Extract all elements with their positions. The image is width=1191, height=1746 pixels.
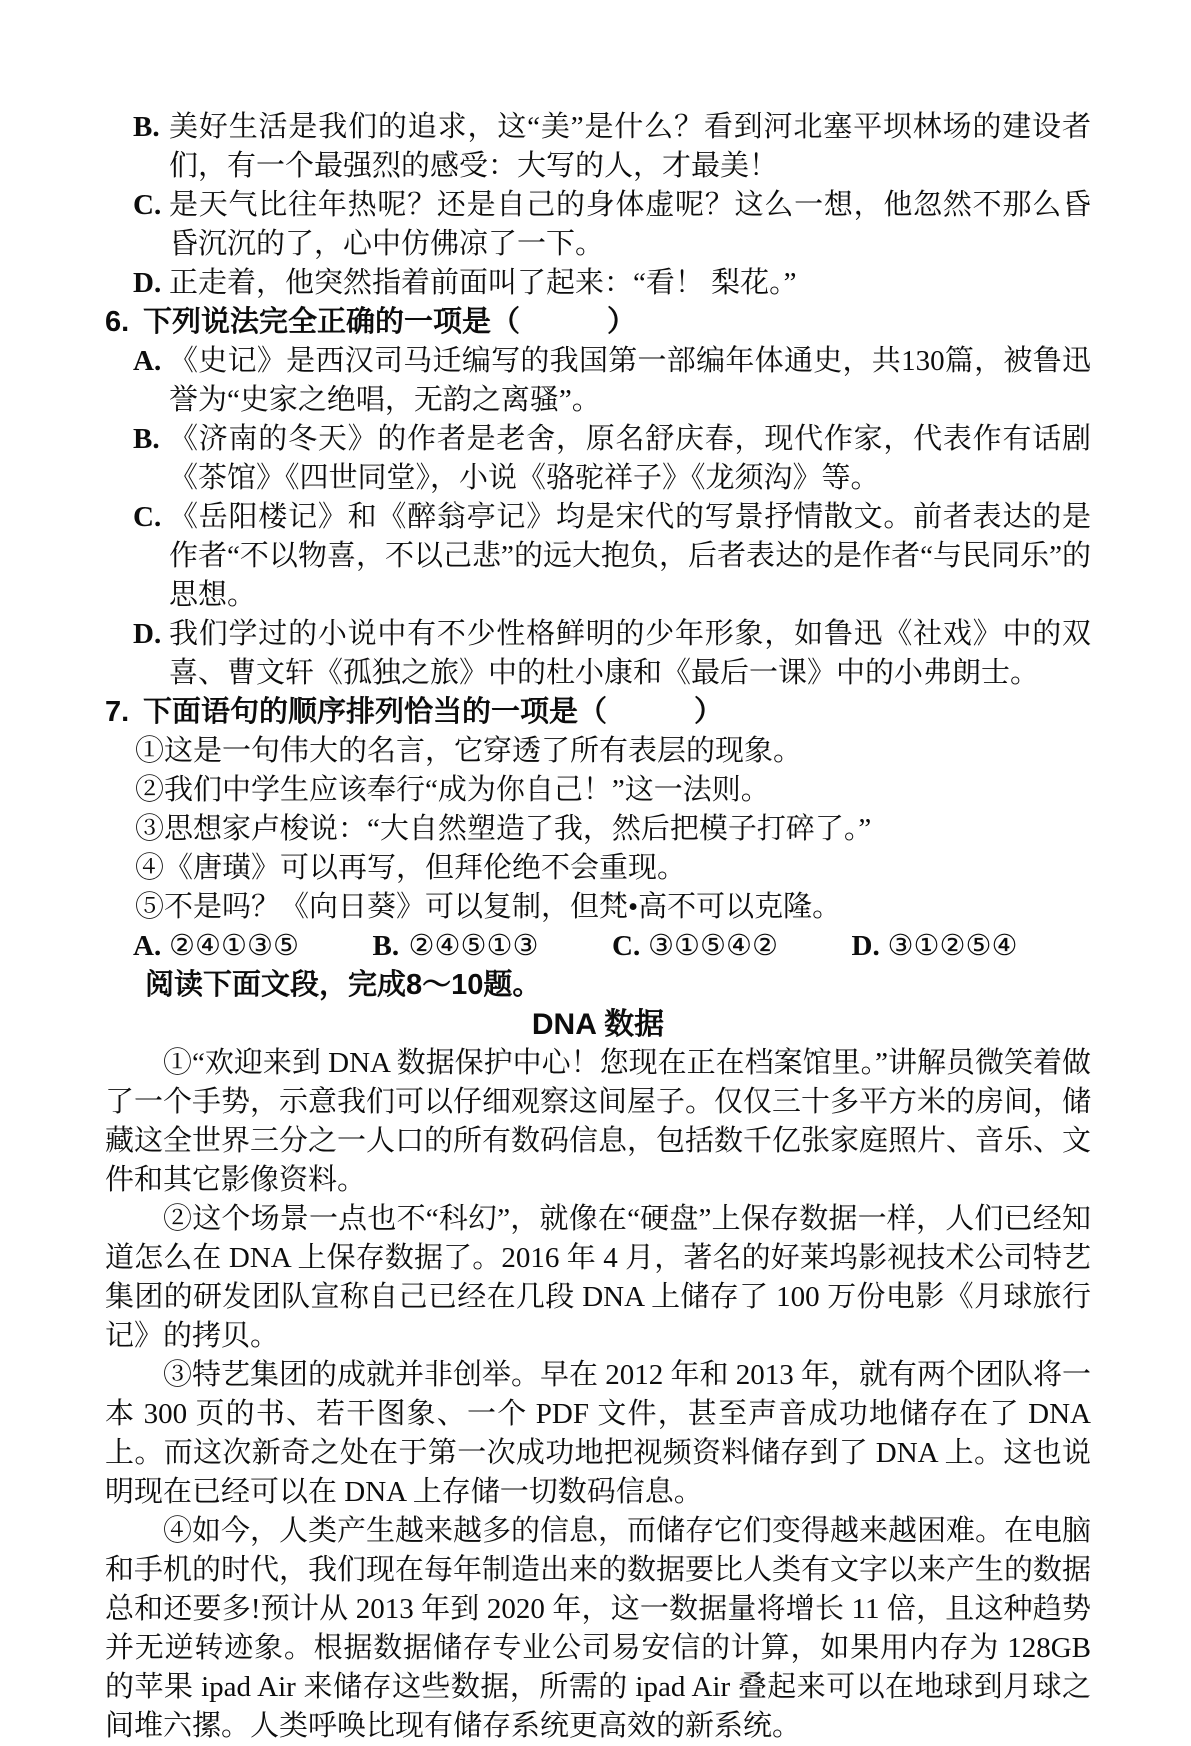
question-6-option-d (105, 615, 1091, 693)
option-text: 美好生活是我们的追求，这“美”是什么？看到河北塞平坝林场的建设者们，有一个最强烈的感受：大写的人，才最美！ (169, 111, 1091, 182)
option-label: D. (133, 267, 162, 299)
choice-value: ③①②⑤④ (887, 930, 1018, 962)
choice-label: A. (133, 930, 162, 962)
option-text: 《史记》是西汉司马迁编写的我国第一部编年体通史，共130篇，被鲁迅誉为“史家之绝唱，无韵之离骚”。 (169, 345, 1091, 416)
passage-paragraph-3: ③特艺集团的成就并非创举。早在 2012 年和 2013 年，就有两个团队将一本 300 页的书、若干图象、一个 PDF 文件，甚至声音成功地储存在了 DNA 上。而这次新奇之处在于第一次成功地把视频资料储存到了 DNA 上。这也说明现在已经可以在 DNA 上存储一切数码信息。 (105, 1359, 1092, 1508)
option-label: C. (133, 189, 162, 221)
reading-instruction: 阅读下面文段，完成8～10题。 (145, 969, 542, 1001)
question-5-option-b (105, 108, 1091, 186)
choice-a (133, 927, 373, 966)
passage-paragraph-2: ②这个场景一点也不“科幻”，就像在“硬盘”上保存数据一样，人们已经知道怎么在 DNA 上保存数据了。2016 年 4 月，著名的好莱坞影视技术公司特艺集团的研发团队宣称自己已经在几段 DNA 上储存了 100 万份电影《月球旅行记》的拷贝。 (105, 1203, 1091, 1352)
question-stem-text: 下面语句的顺序排列恰当的一项是（ ） (143, 696, 724, 728)
question-number: 7. (105, 696, 130, 728)
question-6-option-b (105, 420, 1091, 498)
passage-paragraph-4: ④如今，人类产生越来越多的信息，而储存它们变得越来越困难。在电脑和手机的时代，我们现在每年制造出来的数据要比人类有文字以来产生的数据总和还要多!预计从 2013 年到 2020 年，这一数据量将增长 11 倍，且这种趋势并无逆转迹象。根据数据储存专业公司易安信的计算，如果用内存为 128GB 的苹果 ipad Air 来储存这些数据，所需的 ipad Air 叠起来可以在地球到月球之间堆六摞。人类呼唤比现有储存系统更高效的新系统。 (105, 1515, 1092, 1742)
choice-value: ②④①③⑤ (169, 930, 299, 962)
sentence-1: ①这是一句伟大的名言，它穿透了所有表层的现象。 (135, 735, 803, 767)
choice-value: ③①⑤④② (648, 930, 778, 962)
option-text: 《济南的冬天》的作者是老舍，原名舒庆春，现代作家，代表作有话剧《茶馆》《四世同堂》，小说《骆驼祥子》《龙须沟》等。 (169, 423, 1091, 494)
question-stem-text: 下列说法完全正确的一项是（ ） (143, 306, 637, 338)
choice-label: D. (851, 930, 880, 962)
sentence-3: ③思想家卢梭说：“大自然塑造了我，然后把模子打碎了。” (135, 813, 872, 845)
question-6 (105, 303, 1091, 693)
sentence-5: ⑤不是吗？《向日葵》可以复制，但梵•高不可以克隆。 (135, 891, 842, 923)
question-6-stem (105, 303, 1091, 342)
exam-page (105, 108, 1091, 1746)
option-label: A. (133, 345, 162, 377)
choice-c (612, 927, 852, 966)
question-5-option-c (105, 186, 1091, 264)
question-number: 6. (105, 306, 130, 338)
choice-label: B. (372, 930, 400, 962)
choice-label: C. (612, 930, 641, 962)
passage-paragraph-1: ①“欢迎来到 DNA 数据保护中心！您现在正在档案馆里。”讲解员微笑着做了一个手势，示意我们可以仔细观察这间屋子。仅仅三十多平方米的房间，储藏这全世界三分之一人口的所有数码信息，包括数千亿张家庭照片、音乐、文件和其它影像资料。 (105, 1047, 1092, 1196)
option-text: 《岳阳楼记》和《醉翁亭记》均是宋代的写景抒情散文。前者表达的是作者“不以物喜，不以己悲”的远大抱负，后者表达的是作者“与民同乐”的思想。 (169, 501, 1091, 611)
option-label: D. (133, 618, 162, 650)
option-label: B. (133, 423, 160, 455)
option-text: 是天气比往年热呢？还是自己的身体虚呢？这么一想，他忽然不那么昏昏沉沉的了，心中仿佛凉了一下。 (169, 189, 1091, 260)
sentence-4: ④《唐璜》可以再写，但拜伦绝不会重现。 (135, 852, 687, 884)
question-6-option-a (105, 342, 1091, 420)
question-7-choices (105, 927, 1091, 966)
choice-value: ②④⑤①③ (408, 930, 539, 962)
passage-title: DNA 数据 (531, 1008, 665, 1041)
choice-d (852, 927, 1092, 966)
option-label: B. (133, 111, 160, 143)
option-label: C. (133, 501, 162, 533)
question-7-stem (105, 693, 1091, 732)
question-5-options (105, 108, 1091, 303)
choice-b (373, 927, 613, 966)
sentence-2: ②我们中学生应该奉行“成为你自己！”这一法则。 (135, 774, 770, 806)
question-6-option-c (105, 498, 1091, 615)
option-text: 我们学过的小说中有不少性格鲜明的少年形象，如鲁迅《社戏》中的双喜、曹文轩《孤独之旅》中的杜小康和《最后一课》中的小弗朗士。 (169, 618, 1091, 689)
question-5-option-d (105, 264, 1091, 303)
question-7 (105, 693, 1091, 966)
option-text: 正走着，他突然指着前面叫了起来：“看！ 梨花。” (169, 267, 797, 299)
reading-passage (105, 966, 1091, 1746)
